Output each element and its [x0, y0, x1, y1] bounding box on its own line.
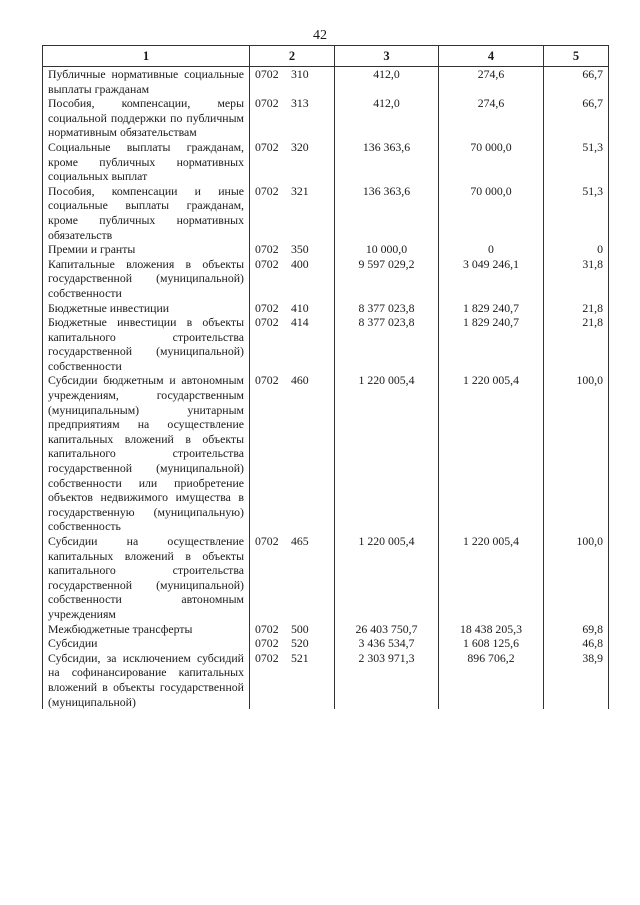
- row-percent: 51,3: [544, 140, 609, 184]
- row-name: Бюджетные инвестиции в объекты капитального строительства государственной (муниципальной) собственности: [43, 315, 250, 373]
- row-name: Субсидии на осуществление капитальных вложений в объекты капитального строительства государственной (муниципальной) собственности автономным учреждениям: [43, 534, 250, 622]
- row-code: [250, 636, 335, 651]
- row-plan: 412,0: [335, 96, 439, 140]
- row-name: Субсидии, за исключением субсидий на софинансирование капитальных вложений в объекты государственной (муниципальной): [43, 651, 250, 709]
- row-percent: 51,3: [544, 184, 609, 242]
- row-section: 0702: [255, 534, 279, 548]
- row-name: Межбюджетные трансферты: [43, 622, 250, 637]
- row-code: [250, 67, 335, 97]
- table-row: [43, 373, 609, 534]
- row-plan: 9 597 029,2: [335, 257, 439, 301]
- row-code: [250, 96, 335, 140]
- row-percent: 21,8: [544, 301, 609, 316]
- row-fact: 1 220 005,4: [439, 534, 544, 622]
- row-fact: 70 000,0: [439, 140, 544, 184]
- column-header-4: 4: [439, 46, 544, 67]
- row-name: Социальные выплаты гражданам, кроме публичных нормативных социальных выплат: [43, 140, 250, 184]
- row-name: Субсидии: [43, 636, 250, 651]
- row-section: 0702: [255, 300, 279, 315]
- column-header-3: 3: [335, 46, 439, 67]
- row-fact: 0: [439, 242, 544, 257]
- row-code: [250, 257, 335, 301]
- row-expense-type: 313: [291, 96, 309, 111]
- table-row: [43, 96, 609, 140]
- row-plan: 10 000,0: [335, 242, 439, 257]
- row-code: [250, 140, 335, 184]
- row-plan: 2 303 971,3: [335, 651, 439, 709]
- page-number: 42: [313, 28, 327, 43]
- row-section: 0702: [255, 256, 279, 271]
- row-fact: 70 000,0: [439, 184, 544, 242]
- row-expense-type: 460: [291, 373, 309, 388]
- row-expense-type: 320: [291, 139, 309, 154]
- row-code: [250, 622, 335, 637]
- row-fact: 3 049 246,1: [439, 257, 544, 301]
- table-row: [43, 636, 609, 651]
- table-row: [43, 242, 609, 257]
- row-plan: 26 403 750,7: [335, 622, 439, 637]
- table-row: [43, 651, 609, 709]
- row-name: Капитальные вложения в объекты государственной (муниципальной) собственности: [43, 257, 250, 301]
- row-percent: 66,7: [544, 67, 609, 97]
- row-name: Субсидии бюджетным и автономным учреждениям, государственным (муниципальным) унитарным предприятиям на осуществление капитальных вложений в объекты капитального строительства государственной (муниципальной) собственности или приобретение объектов недвижимого имущества в государственную (муниципальную) собственность: [43, 373, 250, 534]
- row-section: 0702: [255, 139, 279, 154]
- row-name: Пособия, компенсации, меры социальной поддержки по публичным нормативным обязательствам: [43, 96, 250, 140]
- row-code: [250, 315, 335, 373]
- row-section: 0702: [255, 636, 279, 651]
- row-expense-type: 310: [291, 67, 309, 81]
- row-expense-type: 400: [291, 256, 309, 271]
- row-expense-type: 410: [291, 300, 309, 315]
- row-section: 0702: [255, 373, 279, 388]
- column-header-2: 2: [250, 46, 335, 67]
- row-code: [250, 184, 335, 242]
- row-name: Премии и гранты: [43, 242, 250, 257]
- row-expense-type: 500: [291, 621, 309, 636]
- row-section: 0702: [255, 96, 279, 111]
- row-section: 0702: [255, 242, 279, 257]
- row-fact: 274,6: [439, 96, 544, 140]
- row-expense-type: 520: [291, 636, 309, 651]
- row-expense-type: 521: [291, 650, 309, 665]
- row-expense-type: 465: [291, 534, 309, 548]
- table-row: [43, 140, 609, 184]
- row-section: 0702: [255, 650, 279, 665]
- row-plan: 8 377 023,8: [335, 301, 439, 316]
- table-header-row: [43, 46, 609, 67]
- row-percent: 100,0: [544, 534, 609, 622]
- row-percent: 21,8: [544, 315, 609, 373]
- row-plan: 412,0: [335, 67, 439, 97]
- row-percent: 46,8: [544, 636, 609, 651]
- row-code: [250, 242, 335, 257]
- row-percent: 66,7: [544, 96, 609, 140]
- row-fact: 1 608 125,6: [439, 636, 544, 651]
- table-row: [43, 257, 609, 301]
- row-percent: 100,0: [544, 373, 609, 534]
- column-header-5: 5: [544, 46, 609, 67]
- row-fact: 896 706,2: [439, 651, 544, 709]
- row-fact: 1 829 240,7: [439, 315, 544, 373]
- row-percent: 69,8: [544, 622, 609, 637]
- row-percent: 0: [544, 242, 609, 257]
- table-row: [43, 534, 609, 622]
- row-fact: 18 438 205,3: [439, 622, 544, 637]
- row-expense-type: 350: [291, 242, 309, 257]
- row-name: Бюджетные инвестиции: [43, 301, 250, 316]
- table-body: [43, 67, 609, 710]
- row-section: 0702: [255, 67, 279, 81]
- row-plan: 136 363,6: [335, 140, 439, 184]
- budget-table: [42, 45, 609, 709]
- row-fact: 1 220 005,4: [439, 373, 544, 534]
- column-header-1: 1: [43, 46, 250, 67]
- row-section: 0702: [255, 183, 279, 198]
- row-expense-type: 321: [291, 183, 309, 198]
- row-expense-type: 414: [291, 315, 309, 330]
- row-plan: 1 220 005,4: [335, 534, 439, 622]
- row-percent: 38,9: [544, 651, 609, 709]
- row-plan: 1 220 005,4: [335, 373, 439, 534]
- row-code: [250, 373, 335, 534]
- table-row: [43, 67, 609, 97]
- row-section: 0702: [255, 621, 279, 636]
- table-row: [43, 184, 609, 242]
- row-plan: 136 363,6: [335, 184, 439, 242]
- row-percent: 31,8: [544, 257, 609, 301]
- row-plan: 3 436 534,7: [335, 636, 439, 651]
- table-row: [43, 301, 609, 316]
- row-plan: 8 377 023,8: [335, 315, 439, 373]
- table-row: [43, 622, 609, 637]
- row-code: [250, 534, 335, 622]
- row-fact: 274,6: [439, 67, 544, 97]
- table-row: [43, 315, 609, 373]
- row-section: 0702: [255, 315, 279, 330]
- row-name: Публичные нормативные социальные выплаты гражданам: [43, 67, 250, 97]
- row-fact: 1 829 240,7: [439, 301, 544, 316]
- row-code: [250, 301, 335, 316]
- row-code: [250, 651, 335, 709]
- row-name: Пособия, компенсации и иные социальные выплаты гражданам, кроме публичных нормативных обязательств: [43, 184, 250, 242]
